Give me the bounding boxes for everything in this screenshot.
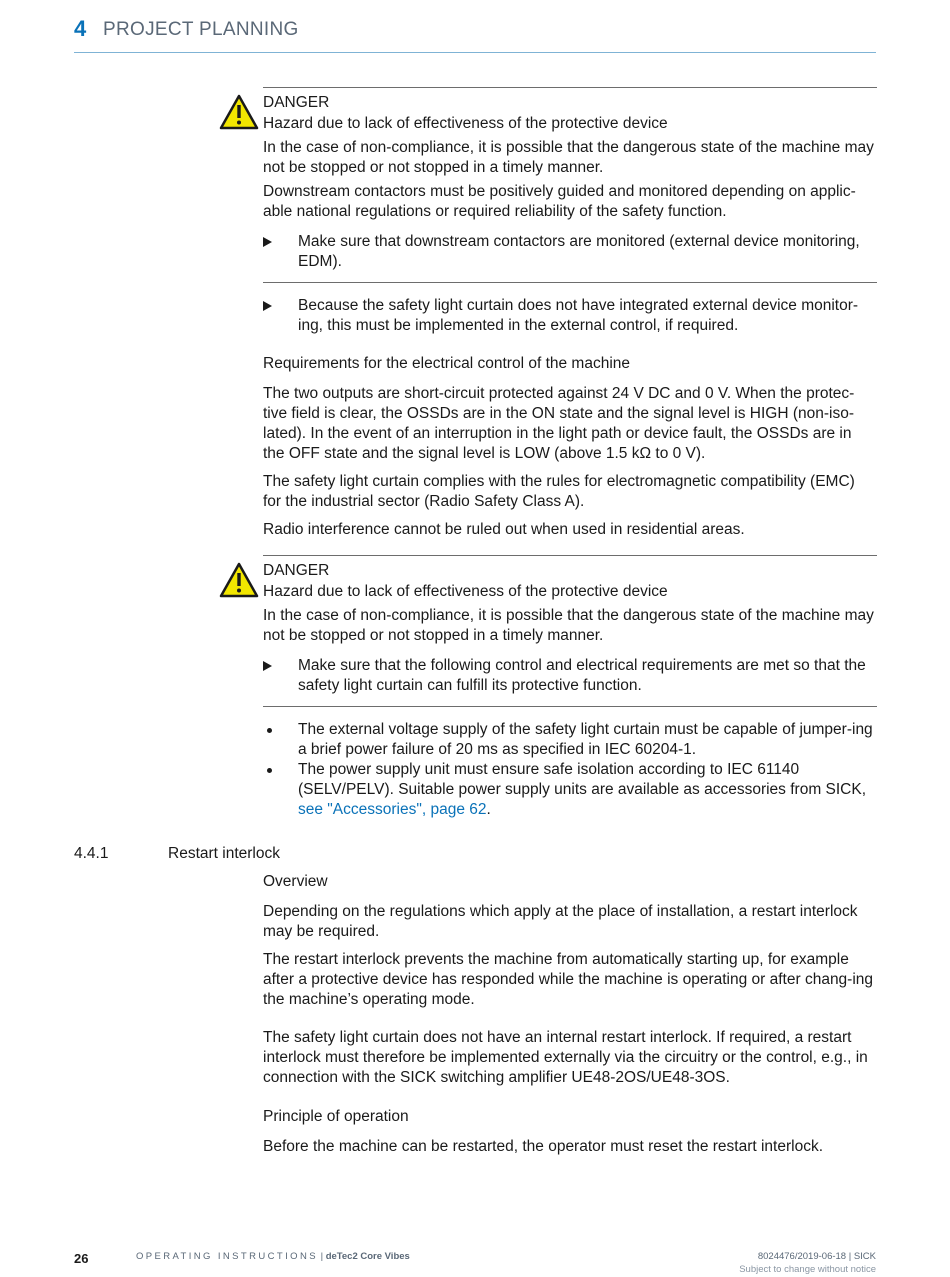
divider: [263, 282, 877, 283]
list-item-text-body: The power supply unit must ensure safe isolation according to IEC 61140 (SELV/PELV). Suitable power supply units are available as accessories from SICK,: [298, 761, 867, 798]
divider: [263, 706, 877, 707]
danger-text: In the case of non-compliance, it is possible that the dangerous state of the machine may not be stopped or not stopped in a timely manner.: [263, 139, 874, 176]
action-arrow-icon: [263, 237, 272, 247]
list-item-text: [298, 760, 877, 820]
paragraph: Depending on the regulations which apply at the place of installation, a restart interlock may be required.: [263, 903, 858, 940]
paragraph: The safety light curtain complies with the rules for electromagnetic compatibility (EMC) for the industrial sector (Radio Safety Class A).: [263, 473, 855, 510]
divider: [263, 555, 877, 556]
footer-document-info: [136, 1251, 410, 1262]
link-suffix: .: [486, 801, 491, 818]
paragraph: Before the machine can be restarted, the operator must reset the restart interlock.: [263, 1138, 824, 1155]
list-item-text: The external voltage supply of the safety light curtain must be capable of jumper-ing a brief power failure of 20 ms as specified in IEC 60204-1.: [298, 721, 873, 758]
danger-label: DANGER: [263, 562, 330, 579]
action-text: Because the safety light curtain does not have integrated external device monitor-ing, this must be implemented in the external control, if required.: [298, 297, 859, 334]
footer-doc-id: 8024476/2019-06-18 | SICK: [757, 1251, 876, 1262]
requirements-heading: Requirements for the electrical control of the machine: [263, 355, 631, 372]
paragraph: The two outputs are short-circuit protected against 24 V DC and 0 V. When the protec-tive field is clear, the OSSDs are in the ON state and the signal level is HIGH (non-iso-lated). In the event of an interruption in the light path or device fault, the OSSDs are in the OFF state and the signal level is LOW (above 1.5 kΩ to 0 V).: [263, 385, 855, 462]
restart-interlock-section: [263, 872, 877, 1157]
paragraph: Radio interference cannot be ruled out when used in residential areas.: [263, 521, 745, 538]
requirements-section: [263, 354, 877, 540]
section-title: Restart interlock: [168, 845, 280, 862]
list-item: [263, 760, 877, 820]
danger-headline: Hazard due to lack of effectiveness of the protective device: [263, 115, 668, 132]
footer-doc-type: OPERATING INSTRUCTIONS: [136, 1251, 318, 1262]
footer-product: deTec2 Core Vibes: [325, 1251, 410, 1262]
action-arrow-icon: [263, 301, 272, 311]
chapter-number: 4: [74, 16, 87, 41]
overview-heading: Overview: [263, 873, 328, 890]
danger-text: In the case of non-compliance, it is possible that the dangerous state of the machine may not be stopped or not stopped in a timely manner.: [263, 607, 874, 644]
action-arrow-icon: [263, 661, 272, 671]
warning-triangle-icon: [219, 94, 259, 130]
action-item: [263, 296, 877, 336]
paragraph: The restart interlock prevents the machine from automatically starting up, for example after a protective device has responded while the machine is operating or after chang-ing the machine’s operating mode.: [263, 951, 874, 1008]
chapter-title: PROJECT PLANNING: [103, 19, 299, 40]
action-text: Make sure that downstream contactors are monitored (external device monitoring, EDM).: [298, 233, 860, 270]
accessories-link[interactable]: see "Accessories", page 62: [298, 801, 487, 818]
paragraph: The safety light curtain does not have an internal restart interlock. If required, a restart interlock must therefore be implemented externally via the circuitry or the control, e.g., in connection with the SICK switching amplifier UE48-2OS/UE48-3OS.: [263, 1029, 868, 1086]
action-item: [263, 656, 877, 696]
page-number: 26: [74, 1251, 89, 1266]
danger-notice-2: [263, 561, 877, 646]
footer-notice: Subject to change without notice: [739, 1264, 876, 1275]
action-text: Make sure that the following control and electrical requirements are met so that the safety light curtain can fulfill its protective function.: [298, 657, 866, 694]
danger-text: Downstream contactors must be positively guided and monitored depending on applic-able national regulations or required reliability of the safety function.: [263, 183, 856, 220]
danger-label: DANGER: [263, 94, 330, 111]
action-item: [263, 232, 877, 272]
divider: [263, 87, 877, 88]
warning-triangle-icon: [219, 562, 259, 598]
footer-separator: |: [317, 1251, 326, 1262]
section-number: 4.4.1: [74, 845, 109, 862]
page-header: [74, 14, 876, 53]
bullet-icon: [267, 768, 272, 773]
danger-headline: Hazard due to lack of effectiveness of the protective device: [263, 583, 668, 600]
danger-notice-1: [263, 93, 877, 222]
bullet-icon: [267, 728, 272, 733]
principle-heading: Principle of operation: [263, 1108, 409, 1125]
list-item: [263, 720, 877, 760]
